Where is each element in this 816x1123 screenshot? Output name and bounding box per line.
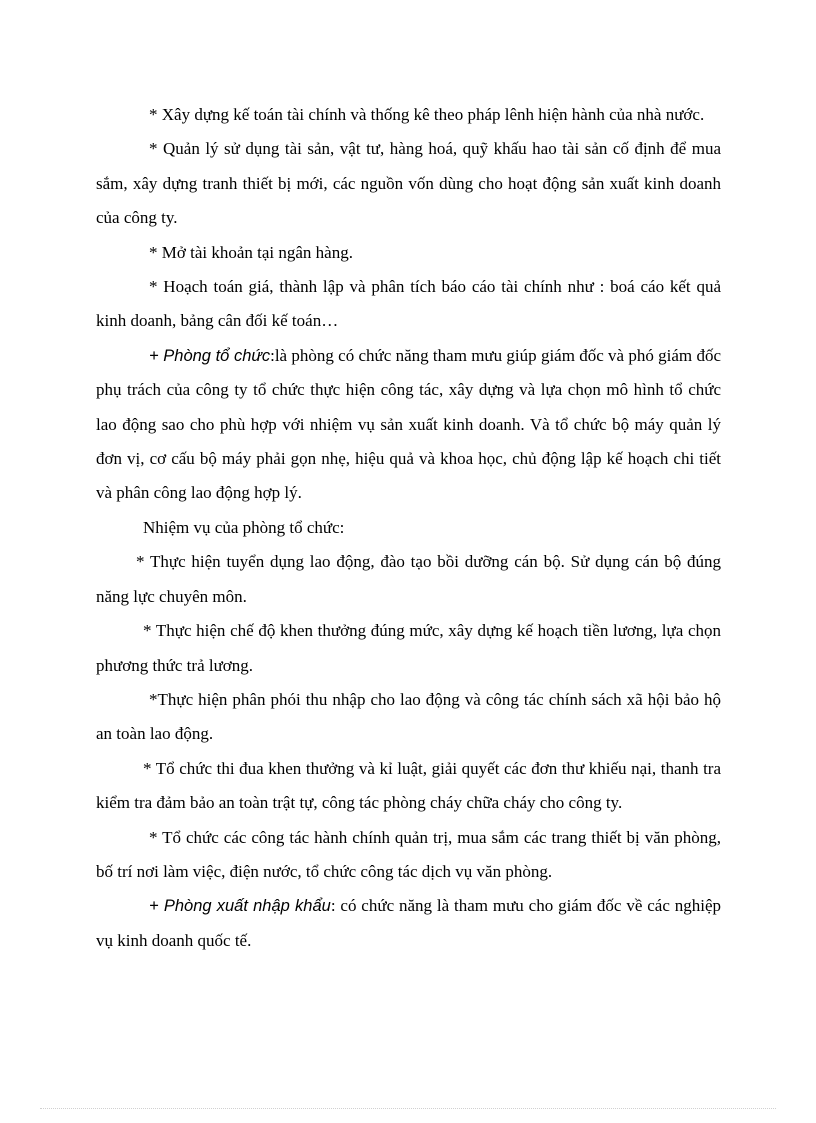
paragraph-financial-reports	[96, 270, 721, 339]
paragraph-text: * Tổ chức thi đua khen thưởng và kỉ luật, giải quyết các đơn thư khiếu nại, thanh tra kiểm tra đảm bảo an toàn trật tự, công tác phòng cháy chữa cháy cho công ty.	[96, 758, 721, 813]
paragraph-text: * Xây dựng kế toán tài chính và thống kê theo pháp lênh hiện hành của nhà nước.	[149, 105, 705, 124]
paragraph-text: * Tổ chức các công tác hành chính quản trị, mua sắm các trang thiết bị văn phòng, bố trí nơi làm việc, điện nước, tổ chức công tác dịch vụ văn phòng.	[96, 827, 721, 881]
paragraph-organization-duties-heading	[96, 511, 721, 545]
paragraph-administration	[96, 821, 721, 890]
paragraph-text: : có chức năng là tham mưu cho giám đốc về các nghiệp vụ kinh doanh quốc tế.	[96, 896, 721, 950]
section-label-import-export: + Phòng xuất nhập khẩu	[149, 897, 331, 916]
paragraph-text: *Thực hiện phân phói thu nhập cho lao động và công tác chính sách xã hội bảo hộ an toàn lao động.	[96, 689, 721, 744]
paragraph-text: * Mở tài khoản tại ngân hàng.	[149, 242, 353, 262]
paragraph-text: :là phòng có chức năng tham mưu giúp giám đốc và phó giám đốc phụ trách của công ty tổ chức thực hiện công tác, xây dựng và lựa chọn mô hình tổ chức lao động sao cho phù hợp với nhiệm vụ sản xuất kinh doanh. Và tổ chức bộ máy quản lý đơn vị, cơ cấu bộ máy phải gọn nhẹ, hiệu quả và khoa học, chủ động lập kế hoạch chi tiết và phân công lao động hợp lý.	[96, 345, 721, 503]
paragraph-text: * Thực hiện chế độ khen thưởng đúng mức, xây dựng kế hoạch tiền lương, lựa chọn phương thức trả lương.	[96, 621, 721, 675]
paragraph-text: * Thực hiện tuyển dụng lao động, đào tạo bồi dưỡng cán bộ. Sử dụng cán bộ đúng năng lực chuyên môn.	[96, 552, 721, 606]
paragraph-recruitment	[96, 545, 721, 614]
footer-divider	[40, 1108, 776, 1109]
paragraph-text: * Quản lý sử dụng tài sản, vật tư, hàng hoá, quỹ khấu hao tài sản cố định để mua sắm, xây dựng tranh thiết bị mới, các nguồn vốn dùng cho hoạt động sản xuất kinh doanh của công ty.	[96, 139, 721, 228]
paragraph-import-export-department	[96, 889, 721, 958]
paragraph-bank-account	[96, 236, 721, 270]
paragraph-accounting-statistics	[96, 98, 721, 132]
paragraph-asset-management	[96, 132, 721, 235]
paragraph-emulation-discipline	[96, 752, 721, 821]
paragraph-organization-department	[96, 339, 721, 511]
paragraph-text: * Hoạch toán giá, thành lập và phân tích báo cáo tài chính như : boá cáo kết quả kinh doanh, bảng cân đối kế toán…	[96, 277, 721, 331]
section-label-organization: + Phòng tổ chức	[149, 346, 271, 365]
body-text	[96, 98, 721, 958]
paragraph-income-distribution	[96, 683, 721, 752]
paragraph-text: Nhiệm vụ của phòng tổ chức:	[143, 517, 345, 537]
paragraph-rewards-salary	[96, 614, 721, 683]
